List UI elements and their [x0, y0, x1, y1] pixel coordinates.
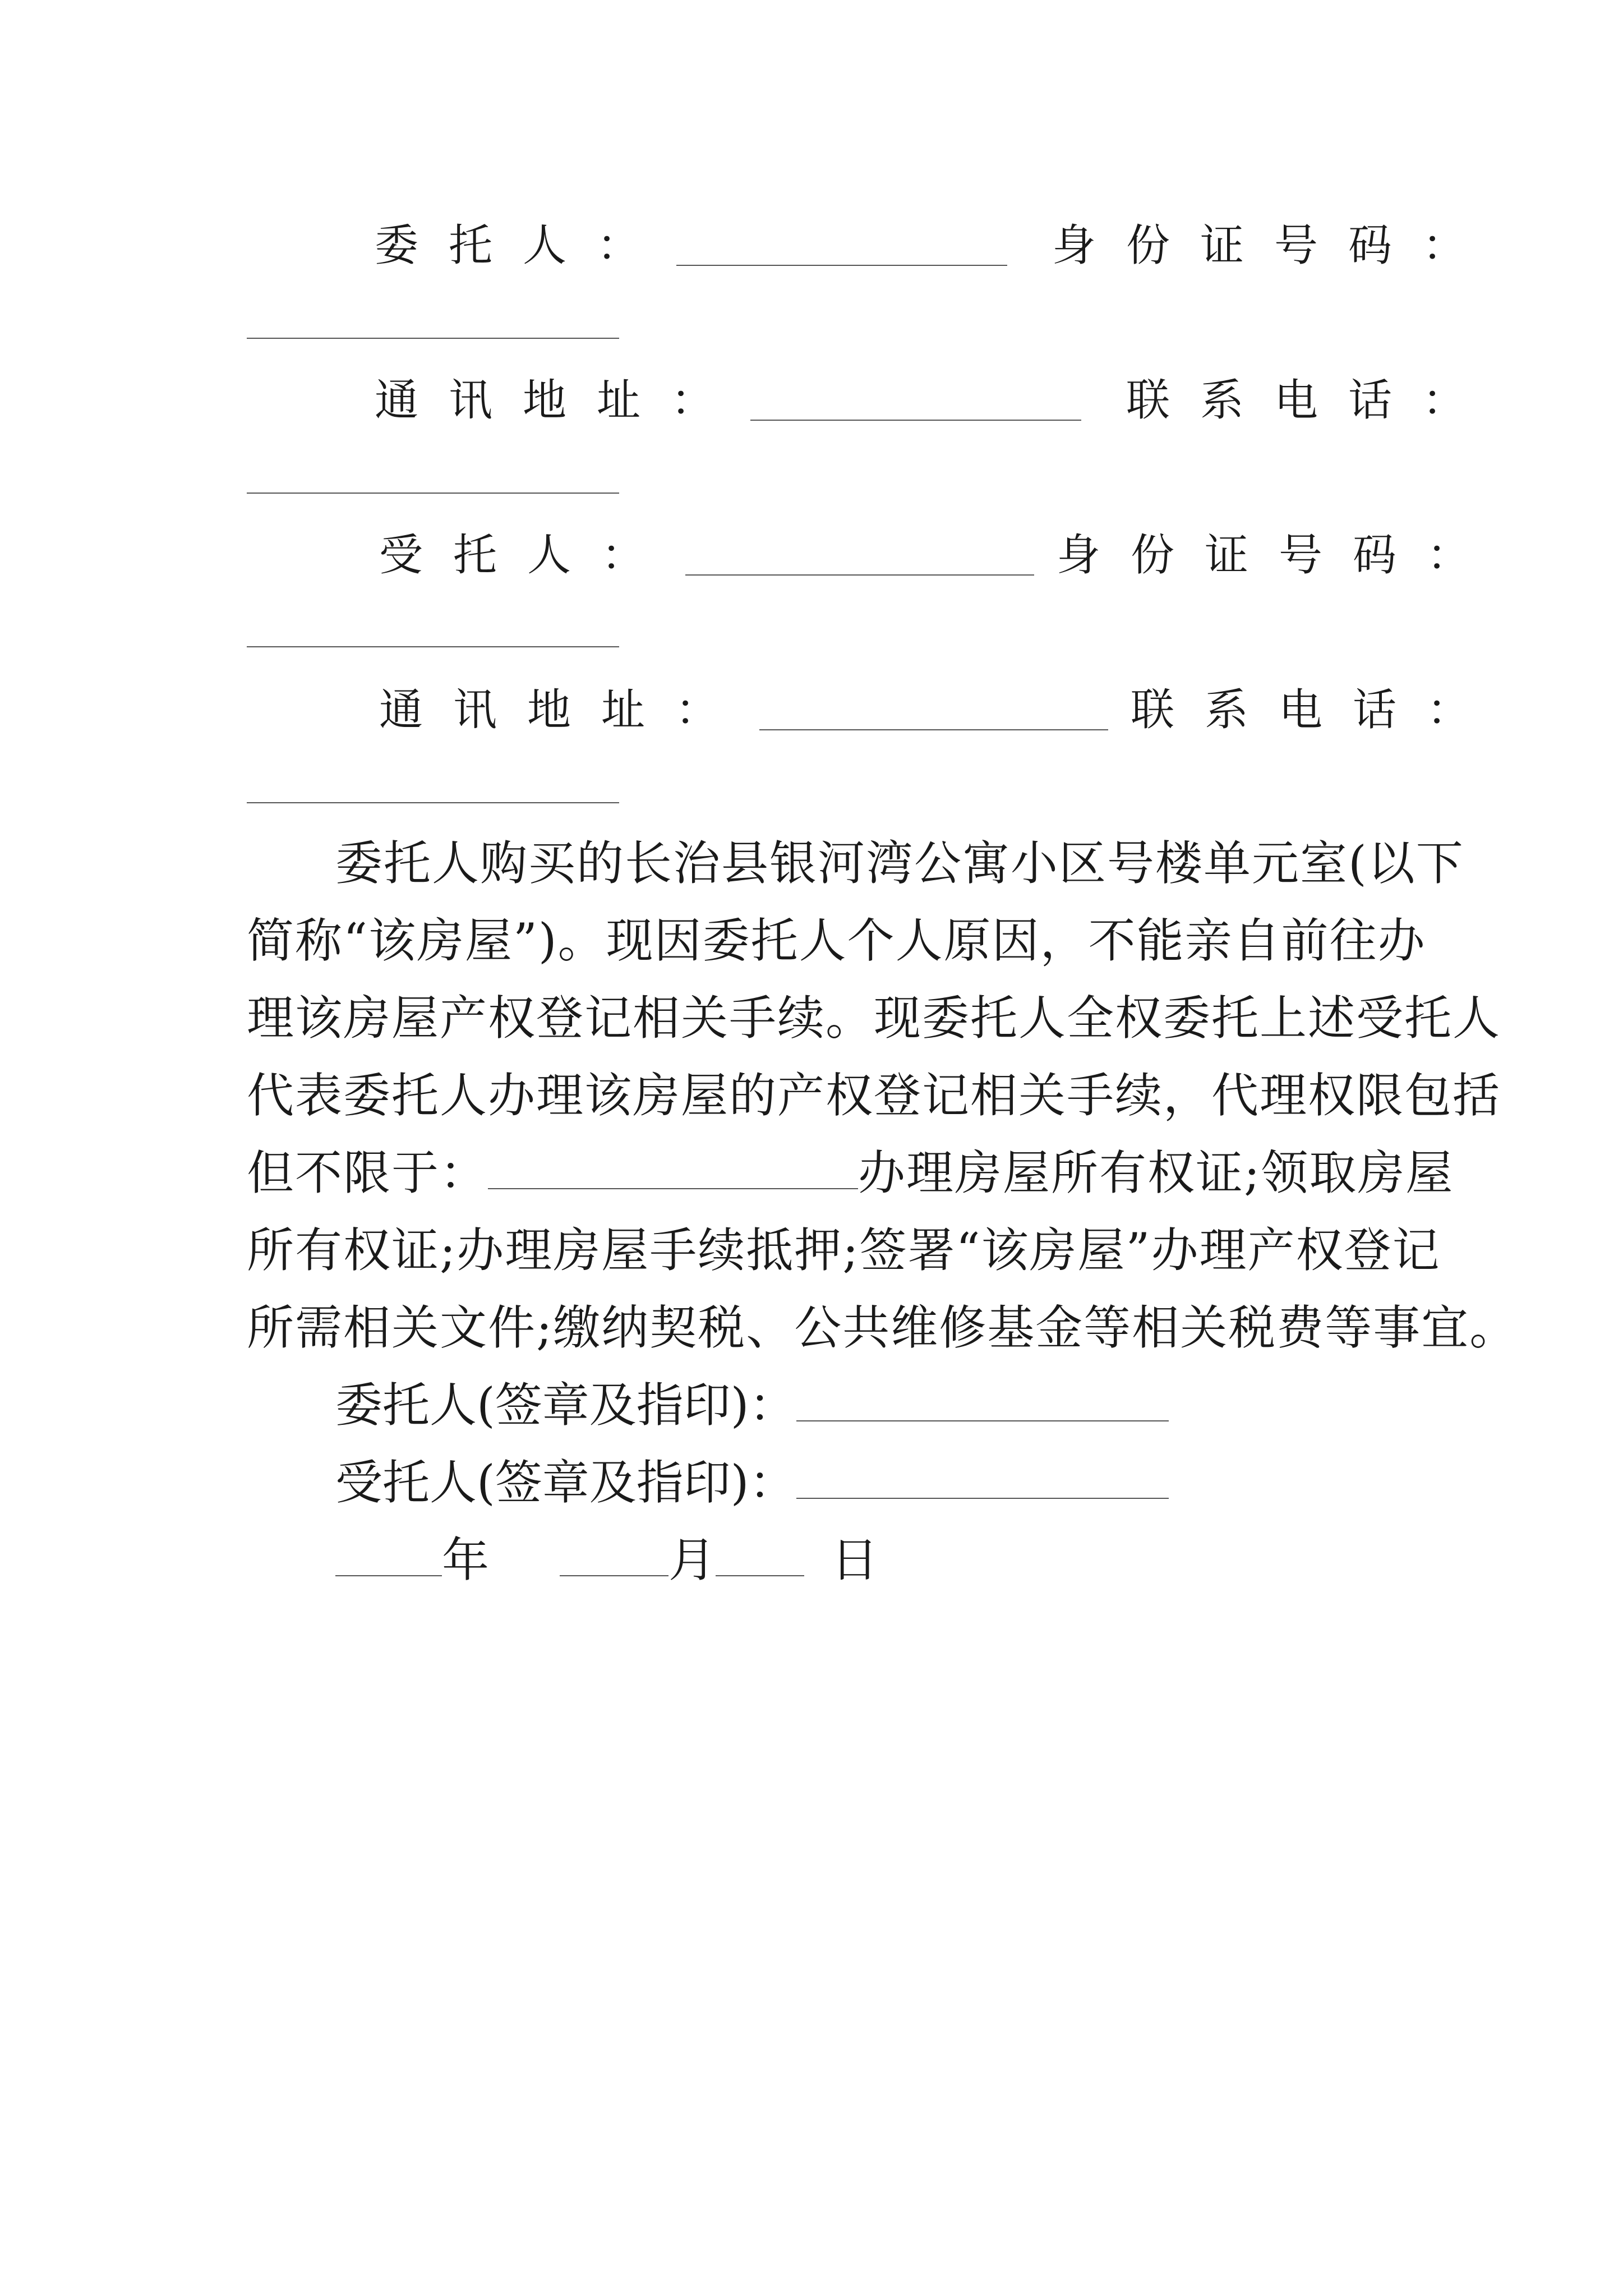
agent-row [379, 522, 1501, 589]
body-line: 所有权证;办理房屋手续抵押;签署“该房屋”办理产权登记 [247, 1223, 1441, 1278]
body-line: 委托人购买的长治县银河湾公寓小区号楼单元室(以下 [335, 836, 1464, 891]
principal-sign-label: 委托人(签章及指印)： [335, 1378, 796, 1433]
principal-sign-blank[interactable] [796, 1380, 1169, 1421]
year-label: 年 [442, 1533, 490, 1588]
principal-address-label: 通讯地址： [375, 375, 745, 426]
principal-phone-blank[interactable] [247, 493, 619, 494]
agent-label: 受托人： [379, 530, 676, 581]
agent-address-row [379, 677, 1501, 744]
year-blank[interactable] [335, 1535, 442, 1576]
principal-label: 委托人： [375, 220, 671, 271]
body-line5-pre: 但不限于： [247, 1145, 488, 1200]
agent-phone-blank[interactable] [247, 802, 619, 803]
agent-id-blank[interactable] [247, 646, 619, 647]
agent-sign-blank[interactable] [796, 1457, 1169, 1499]
agent-name-blank[interactable] [685, 535, 1034, 576]
agent-signature-row [335, 1444, 1169, 1521]
principal-id-label: 身份证号码： [1052, 220, 1496, 271]
body-line: 代表委托人办理该房屋的产权登记相关手续，代理权限包括 [247, 1068, 1501, 1123]
body-paragraph [247, 825, 1518, 1366]
agent-address-blank[interactable] [759, 690, 1108, 730]
body-line-with-blank [247, 1134, 1454, 1212]
body-line5-post: 办理房屋所有权证;领取房屋 [858, 1145, 1454, 1200]
body-line: 理该房屋产权登记相关手续。现委托人全权委托上述受托人 [247, 991, 1501, 1046]
body-line: 所需相关文件;缴纳契税、公共维修基金等相关税费等事宜。 [247, 1300, 1518, 1355]
principal-address-blank[interactable] [750, 380, 1081, 421]
body-line: 简称“该房屋”)。现因委托人个人原因，不能亲自前往办 [247, 913, 1426, 968]
principal-phone-label: 联系电话： [1126, 375, 1496, 426]
agent-id-label: 身份证号码： [1056, 530, 1501, 581]
principal-address-row [375, 367, 1496, 434]
date-row [335, 1521, 878, 1599]
authority-blank[interactable] [488, 1148, 858, 1189]
day-label: 日 [831, 1533, 879, 1588]
principal-signature-row [335, 1366, 1169, 1444]
month-blank[interactable] [560, 1535, 668, 1576]
principal-name-blank[interactable] [676, 226, 1007, 266]
agent-phone-label: 联系电话： [1130, 685, 1501, 735]
agent-sign-label: 受托人(签章及指印)： [335, 1455, 796, 1510]
day-blank[interactable] [716, 1535, 804, 1576]
principal-id-blank[interactable] [247, 338, 619, 339]
agent-address-label: 通讯地址： [379, 685, 750, 735]
principal-row [375, 212, 1496, 279]
month-label: 月 [668, 1533, 716, 1588]
